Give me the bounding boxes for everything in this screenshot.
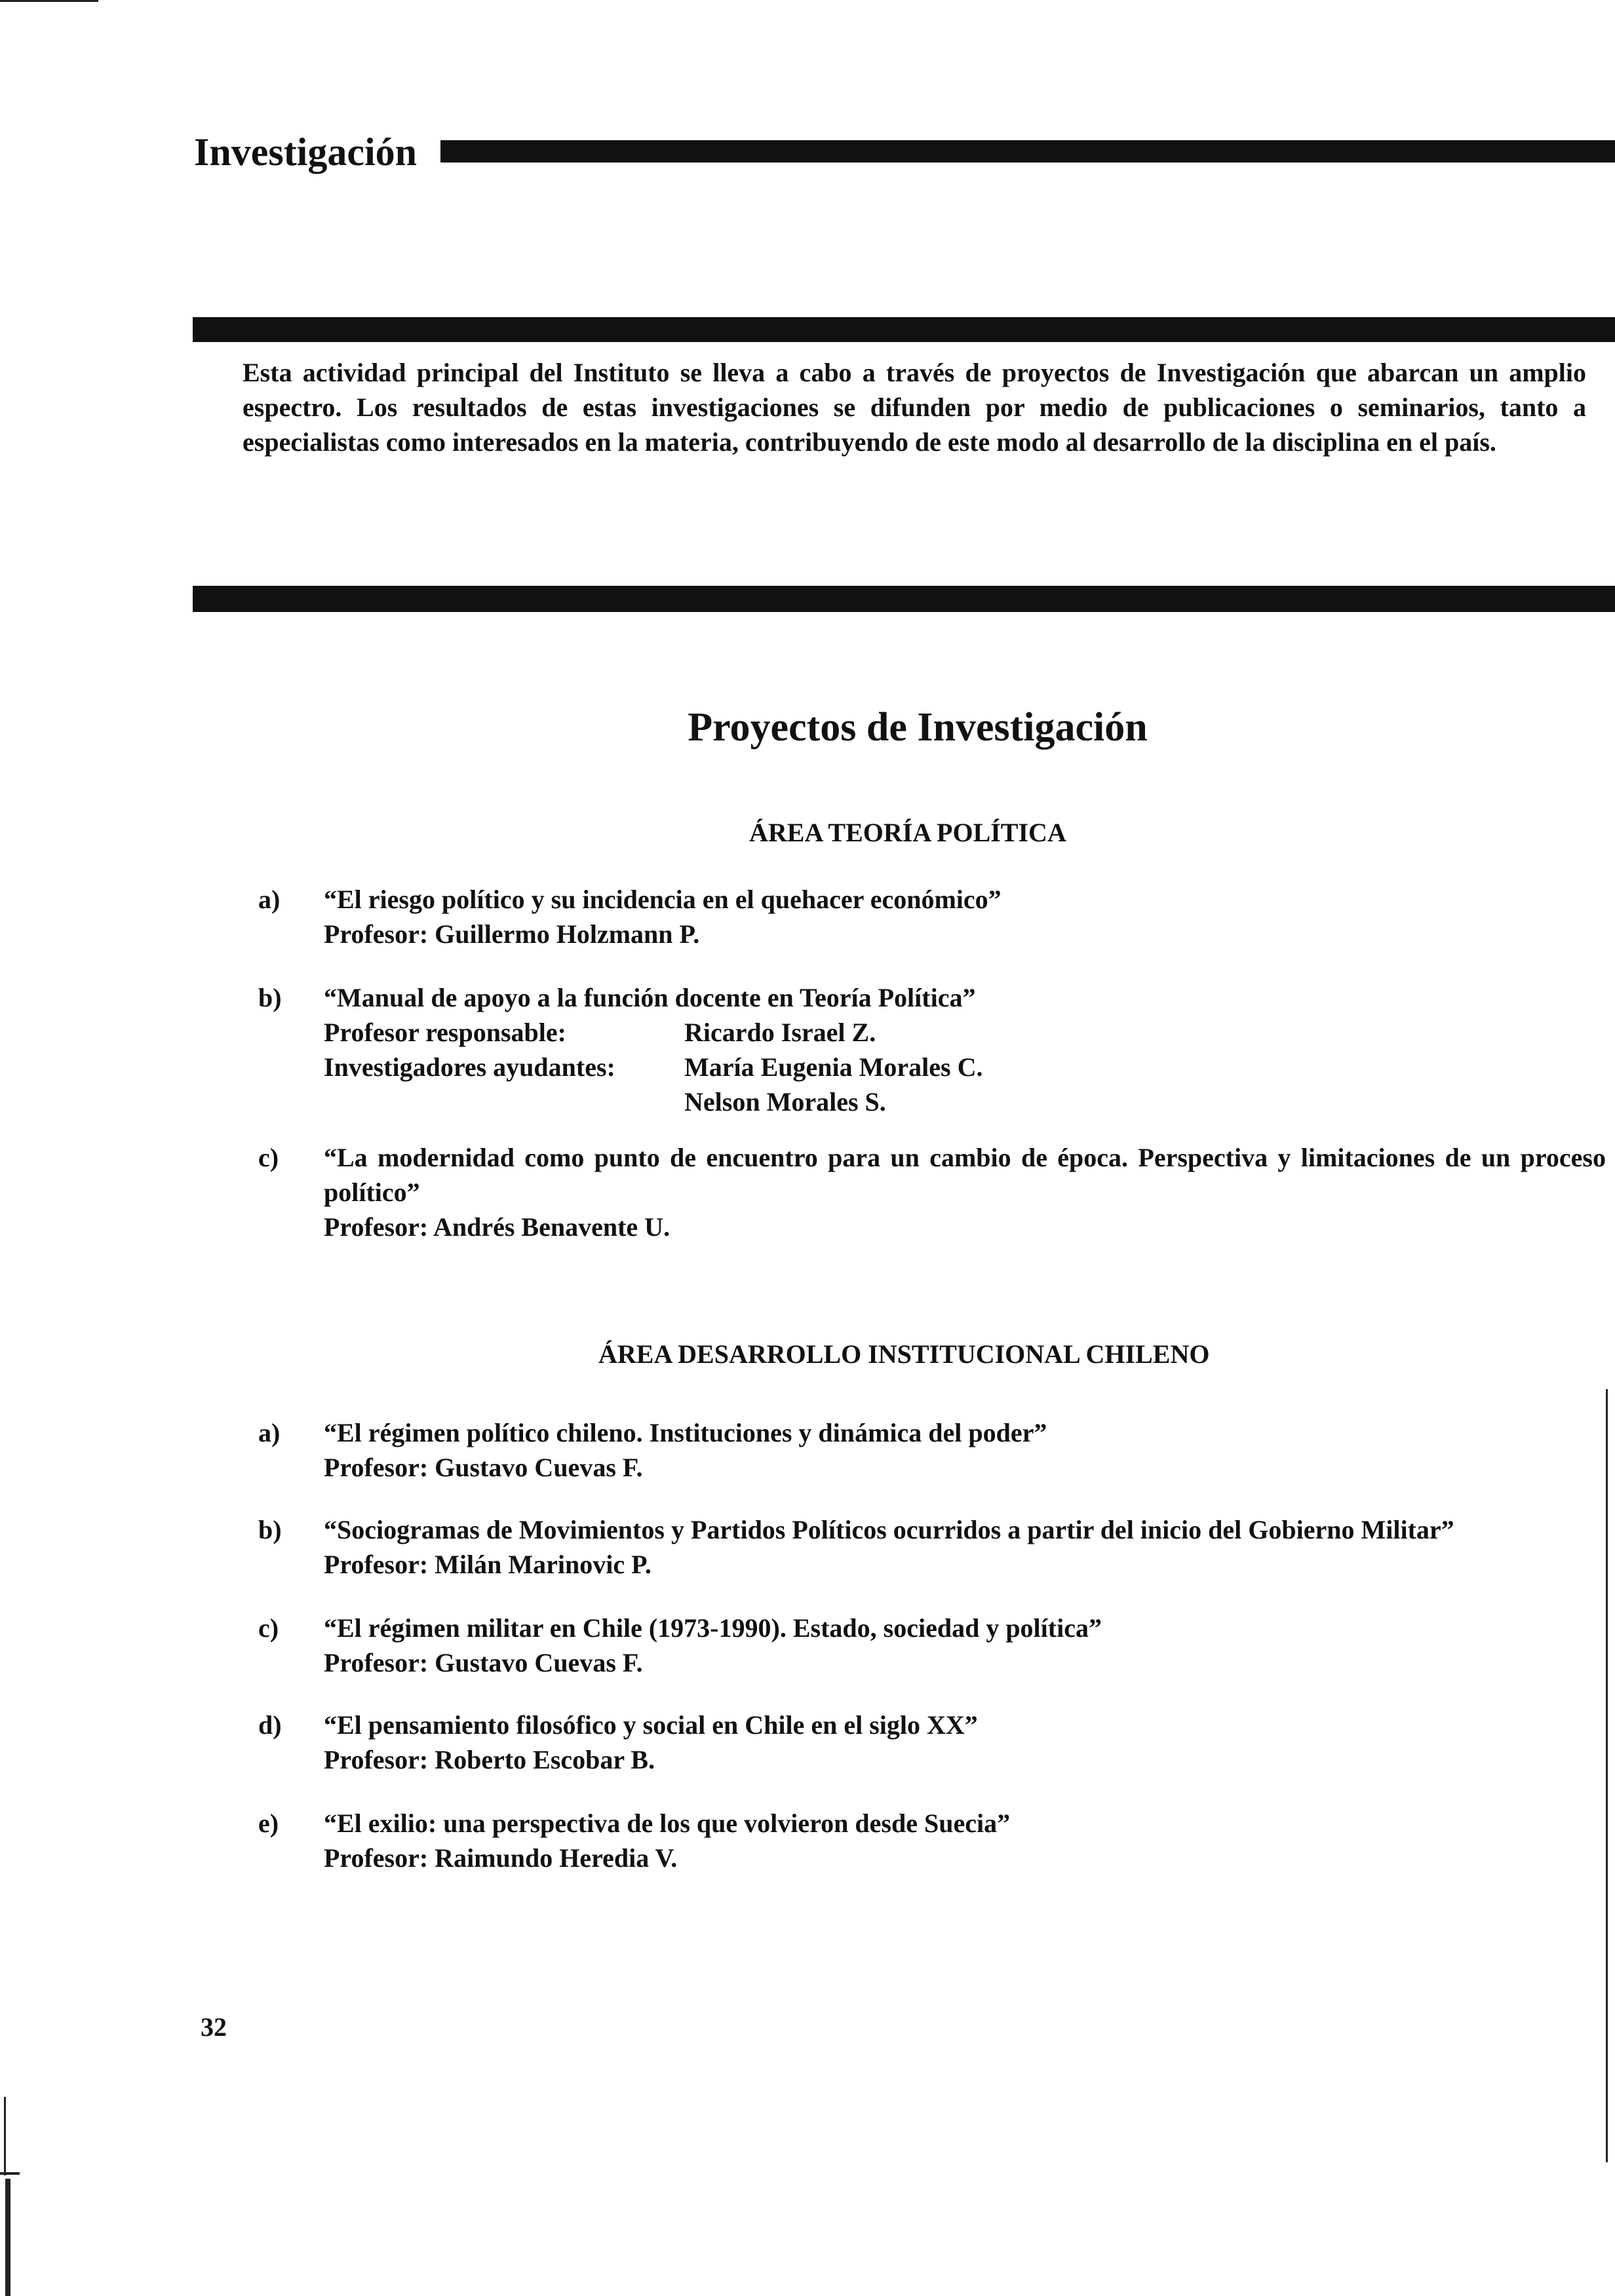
scan-edge-mark bbox=[4, 2097, 6, 2175]
responsible-label: Profesor responsable: bbox=[324, 1018, 566, 1047]
project-assistants-row bbox=[324, 1050, 1606, 1084]
scan-edge-mark bbox=[5, 2179, 10, 2296]
project-marker: d) bbox=[258, 1710, 282, 1740]
responsible-name: Ricardo Israel Z. bbox=[684, 1018, 876, 1047]
project-assistants-row bbox=[324, 1084, 1606, 1119]
page-header-title: Investigación bbox=[194, 130, 418, 174]
scan-edge-mark bbox=[0, 2172, 20, 2175]
project-professor: Profesor: Guillermo Holzmann P. bbox=[324, 919, 700, 949]
project-title: “El régimen político chileno. Instituciones y dinámica del poder” bbox=[324, 1418, 1047, 1447]
project-marker: a) bbox=[258, 885, 281, 914]
project-title: “Sociogramas de Movimientos y Partidos Políticos ocurridos a partir del inicio del Gobierno Militar” bbox=[324, 1515, 1454, 1544]
project-item bbox=[243, 1611, 1606, 1680]
page-number: 32 bbox=[201, 2012, 227, 2042]
project-item bbox=[243, 882, 1606, 951]
project-item bbox=[243, 1806, 1606, 1875]
intro-paragraph: Esta actividad principal del Instituto se lleva a cabo a través de proyectos de Investigación que abarcan un amplio espectro. Los resultados de estas investigaciones se difunden por medio de publicaciones o seminarios, tanto a especialistas como interesados en la materia, contribuyendo de este modo al desarrollo de la disciplina en el país. bbox=[243, 358, 1586, 457]
project-item bbox=[243, 980, 1606, 1119]
project-responsible-row bbox=[324, 1015, 1606, 1050]
header-rule bbox=[440, 140, 1615, 163]
project-professor: Profesor: Gustavo Cuevas F. bbox=[324, 1453, 643, 1482]
section-title: Proyectos de Investigación bbox=[688, 705, 1148, 750]
area-title: ÁREA DESARROLLO INSTITUCIONAL CHILENO bbox=[598, 1339, 1210, 1369]
project-title: “El exilio: una perspectiva de los que volvieron desde Suecia” bbox=[324, 1808, 1011, 1838]
project-item bbox=[243, 1415, 1606, 1485]
project-marker: b) bbox=[258, 1515, 282, 1544]
project-item bbox=[243, 1708, 1606, 1777]
project-title: “El pensamiento filosófico y social en Chile en el siglo XX” bbox=[324, 1710, 978, 1740]
project-marker: b) bbox=[258, 983, 282, 1012]
project-title: “El régimen militar en Chile (1973-1990). Estado, sociedad y política” bbox=[324, 1613, 1102, 1643]
project-professor: Profesor: Milán Marinovic P. bbox=[324, 1550, 652, 1579]
assistant-name: María Eugenia Morales C. bbox=[684, 1052, 983, 1082]
project-title: “El riesgo político y su incidencia en el quehacer económico” bbox=[324, 885, 1002, 914]
section-rule-top bbox=[193, 317, 1615, 342]
project-professor: Profesor: Roberto Escobar B. bbox=[324, 1745, 655, 1774]
project-marker: a) bbox=[258, 1418, 281, 1447]
area-title: ÁREA TEORÍA POLÍTICA bbox=[749, 818, 1066, 847]
scan-edge-mark bbox=[0, 0, 98, 2]
project-title: “Manual de apoyo a la función docente en Teoría Política” bbox=[324, 983, 976, 1012]
project-marker: e) bbox=[258, 1808, 279, 1838]
assistant-name: Nelson Morales S. bbox=[684, 1087, 886, 1117]
project-professor: Profesor: Raimundo Heredia V. bbox=[324, 1843, 678, 1873]
project-item bbox=[243, 1512, 1606, 1582]
section-rule-bottom bbox=[193, 586, 1615, 612]
project-marker: c) bbox=[258, 1613, 279, 1643]
assistants-label: Investigadores ayudantes: bbox=[324, 1052, 615, 1082]
project-item bbox=[243, 1140, 1606, 1244]
project-professor: Profesor: Andrés Benavente U. bbox=[324, 1212, 671, 1242]
project-marker: c) bbox=[258, 1143, 279, 1172]
project-professor: Profesor: Gustavo Cuevas F. bbox=[324, 1648, 643, 1677]
scan-edge-mark bbox=[1606, 1389, 1608, 2162]
project-title: “La modernidad como punto de encuentro para un cambio de época. Perspectiva y limitaciones de un proceso político” bbox=[324, 1143, 1606, 1207]
